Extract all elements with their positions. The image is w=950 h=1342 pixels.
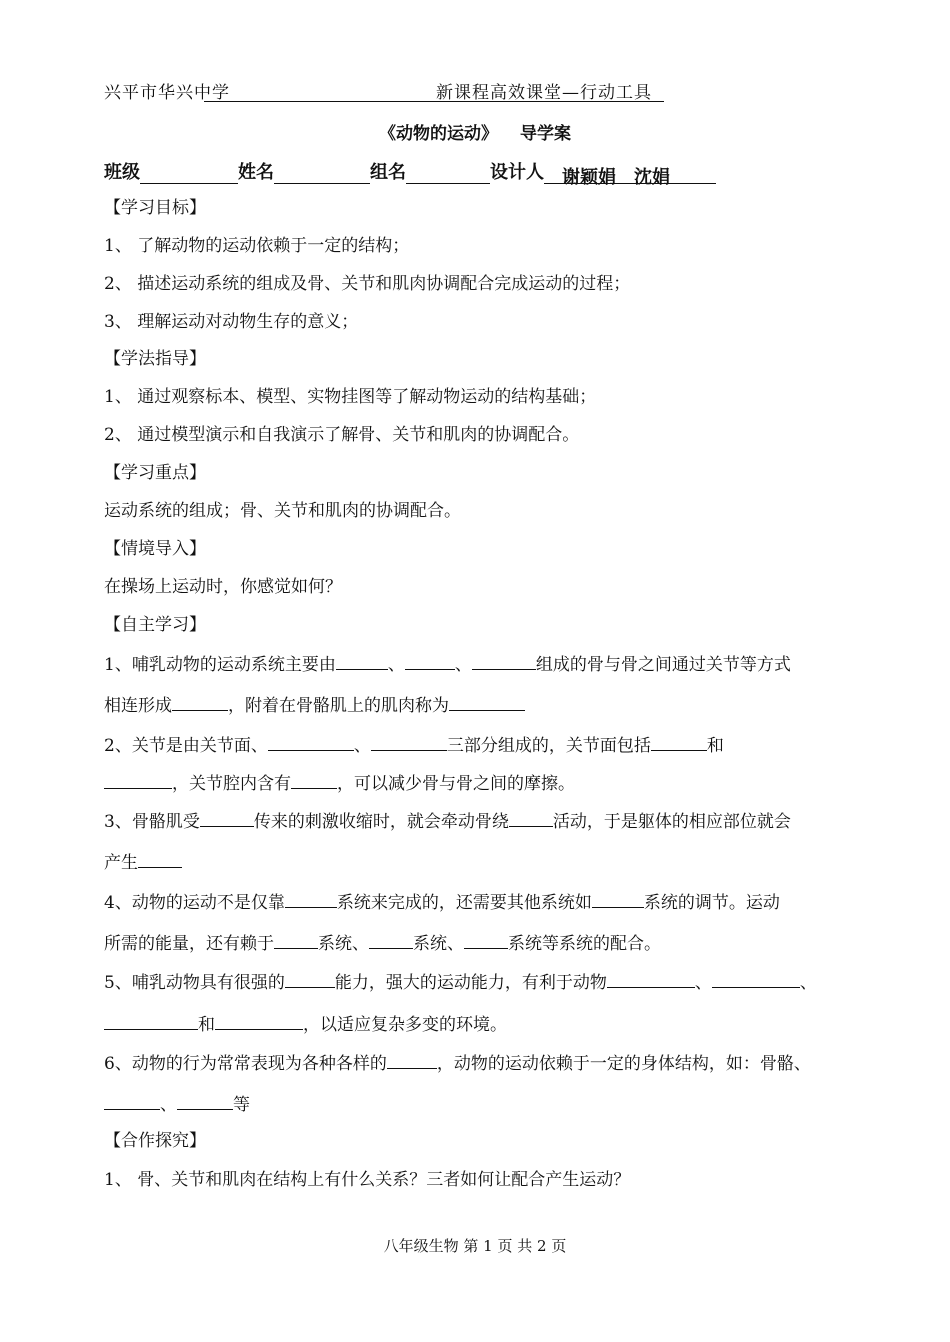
method-item-2: 2、 通过模型演示和自我演示了解骨、关节和肌肉的协调配合。 (104, 425, 580, 445)
blank[interactable] (268, 732, 354, 751)
blank[interactable] (607, 969, 695, 988)
q1-line-1: 1、哺乳动物的运动系统主要由 、 、 组成的骨与骨之间通过关节等方式 (104, 651, 791, 677)
student-info-row (104, 158, 864, 188)
q4-line-1: 4、动物的运动不是仅靠 系统来完成的，还需要其他系统如 系统的调节。运动 (104, 889, 780, 915)
coop-item-1: 1、 骨、关节和肌肉在结构上有什么关系？三者如何让配合产生运动？ (104, 1170, 631, 1190)
header-slogan: 新课程高效课堂—行动工具 (436, 83, 652, 103)
blank[interactable] (104, 1091, 160, 1110)
blank[interactable] (369, 930, 413, 949)
blank[interactable] (464, 930, 508, 949)
q2-line-1: 2、关节是由关节面、 、 三部分组成的，关节面包括 和 (104, 732, 724, 758)
designers: 谢颖娟 沈娟 (562, 167, 670, 188)
blank[interactable] (138, 849, 182, 868)
methods-heading: 【学法指导】 (104, 349, 206, 369)
page-title (0, 119, 950, 144)
blank[interactable] (472, 651, 536, 670)
blank[interactable] (177, 1091, 233, 1110)
blank[interactable] (172, 692, 228, 711)
q2-line-2: ，关节腔内含有 ，可以减少骨与骨之间的摩擦。 (104, 770, 575, 796)
blank[interactable] (592, 889, 644, 908)
blank[interactable] (712, 969, 800, 988)
class-field[interactable] (140, 163, 238, 184)
group-field[interactable] (406, 163, 490, 184)
goal-item-2: 2、 描述运动系统的组成及骨、关节和肌肉协调配合完成运动的过程； (104, 274, 631, 294)
blank[interactable] (405, 651, 455, 670)
key-text: 运动系统的组成；骨、关节和肌肉的协调配合。 (104, 501, 461, 521)
goal-item-3: 3、 理解运动对动物生存的意义； (104, 312, 359, 332)
school-name: 兴平市华兴中学 (104, 83, 230, 103)
q5-line-2: 和 ，以适应复杂多变的环境。 (104, 1011, 507, 1037)
blank[interactable] (371, 732, 447, 751)
blank[interactable] (104, 770, 172, 789)
goals-heading: 【学习目标】 (104, 198, 206, 218)
title-type: 导学案 (520, 124, 571, 144)
q4-line-2: 所需的能量，还有赖于 系统、 系统、 系统等系统的配合。 (104, 930, 661, 956)
q3-line-2: 产生 (104, 849, 182, 875)
q5-line-1: 5、哺乳动物具有很强的 能力，强大的运动能力，有利于动物 、 、 (104, 969, 817, 995)
name-field[interactable] (274, 163, 370, 184)
blank[interactable] (651, 732, 707, 751)
goal-item-1: 1、 了解动物的运动依赖于一定的结构； (104, 236, 410, 256)
page-footer: 八年级生物 第 1 页 共 2 页 (383, 1237, 567, 1255)
blank[interactable] (509, 808, 553, 827)
blank[interactable] (215, 1011, 303, 1030)
q3-line-1: 3、骨骼肌受 传来的刺激收缩时，就会牵动骨绕 活动，于是躯体的相应部位就会 (104, 808, 791, 834)
q6-line-2: 、 等 (104, 1091, 250, 1117)
q1-line-2: 相连形成 ，附着在骨骼肌上的肌肉称为 (104, 692, 525, 718)
page-header (104, 78, 664, 102)
self-study-heading: 【自主学习】 (104, 615, 206, 635)
blank[interactable] (336, 651, 388, 670)
blank[interactable] (274, 930, 318, 949)
title-name: 《动物的运动》 (379, 124, 498, 144)
blank[interactable] (291, 770, 337, 789)
intro-text: 在操场上运动时，你感觉如何？ (104, 577, 342, 597)
intro-heading: 【情境导入】 (104, 539, 206, 559)
name-label: 姓名 (238, 162, 274, 183)
designers-field (544, 163, 716, 188)
blank[interactable] (285, 969, 335, 988)
key-heading: 【学习重点】 (104, 463, 206, 483)
coop-heading: 【合作探究】 (104, 1131, 206, 1151)
q6-line-1: 6、动物的行为常常表现为各种各样的 ，动物的运动依赖于一定的身体结构，如：骨骼、 (104, 1050, 811, 1076)
class-label: 班级 (104, 162, 140, 183)
group-label: 组名 (370, 162, 406, 183)
designer-label: 设计人 (490, 162, 544, 183)
blank[interactable] (104, 1011, 198, 1030)
method-item-1: 1、 通过观察标本、模型、实物挂图等了解动物运动的结构基础； (104, 387, 597, 407)
blank[interactable] (387, 1050, 437, 1069)
blank[interactable] (200, 808, 254, 827)
blank[interactable] (285, 889, 337, 908)
blank[interactable] (449, 692, 525, 711)
